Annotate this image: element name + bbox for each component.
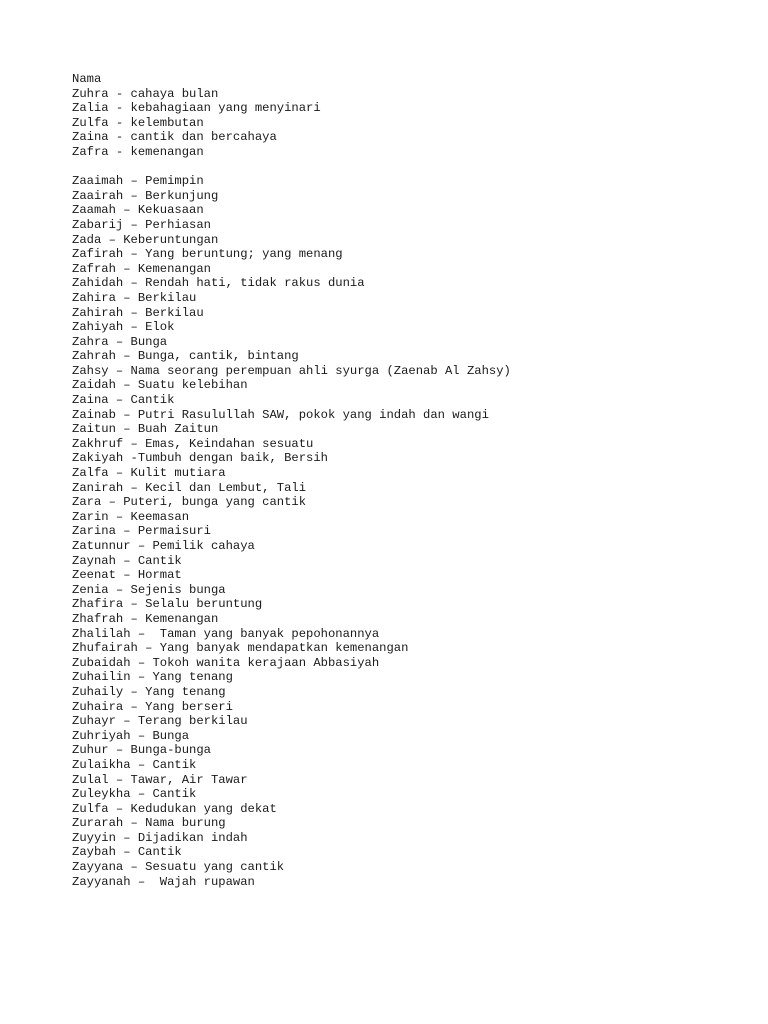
name-entry: Zafrah – Kemenangan: [72, 261, 211, 276]
name-entry: Zaairah – Berkunjung: [72, 188, 219, 203]
name-entry: Zuhaily – Yang tenang: [72, 684, 226, 699]
intro-item: Zuhra - cahaya bulan: [72, 86, 219, 101]
name-entry: Zulfa – Kedudukan yang dekat: [72, 801, 277, 816]
paragraph-gap: [72, 160, 732, 175]
name-entry: Zahiyah – Elok: [72, 320, 175, 335]
name-entry: Zatunnur – Pemilik cahaya: [72, 539, 255, 553]
name-entry: Zhalilah – Taman yang banyak pepohonannya: [72, 626, 380, 641]
name-entry: Zahirah – Berkilau: [72, 305, 204, 320]
name-entry: Zahidah – Rendah hati, tidak rakus dunia: [72, 276, 365, 291]
name-entry: Zaybah – Cantik: [72, 845, 182, 860]
name-entry: Zulaikha – Cantik: [72, 757, 197, 772]
name-entry: Zubaidah – Tokoh wanita kerajaan Abbasiyah: [72, 655, 380, 670]
name-entry: Zahsy – Nama seorang perempuan ahli syurga (Zaenab Al Zahsy): [72, 363, 511, 378]
name-entry: Zenia – Sejenis bunga: [72, 582, 226, 597]
name-entry: Zuleykha – Cantik: [72, 787, 197, 802]
intro-list: [72, 87, 732, 160]
names-list: [72, 174, 732, 889]
intro-item: Zulfa - kelembutan: [72, 115, 204, 130]
name-entry: Zalfa – Kulit mutiara: [72, 466, 226, 481]
name-entry: Zuhaira – Yang berseri: [72, 699, 233, 714]
name-entry: Zhufairah – Yang banyak mendapatkan kemenangan: [72, 641, 409, 656]
document-heading: Nama: [72, 72, 102, 86]
document-page: [72, 72, 732, 889]
name-entry: Zayyana – Sesuatu yang cantik: [72, 860, 285, 875]
name-entry: Zurarah – Nama burung: [72, 816, 226, 831]
name-entry: Zarin – Keemasan: [72, 509, 190, 524]
name-entry: Zayyanah – Wajah rupawan: [72, 874, 255, 889]
name-entry: Zahra – Bunga: [72, 334, 168, 349]
name-entry: Zuhriyah – Bunga: [72, 728, 190, 743]
name-entry: Zuhailin – Yang tenang: [72, 670, 233, 685]
intro-item: Zaina - cantik dan bercahaya: [72, 130, 277, 145]
name-entry: Zhafira – Selalu beruntung: [72, 597, 263, 612]
name-entry: Zakiyah -Tumbuh dengan baik, Bersih: [72, 451, 328, 466]
name-entry: Zahira – Berkilau: [72, 290, 197, 305]
name-entry: Zulal – Tawar, Air Tawar: [72, 772, 248, 787]
name-entry: Zeenat – Hormat: [72, 568, 182, 583]
name-entry: Zainab – Putri Rasulullah SAW, pokok yang indah dan wangi: [72, 407, 489, 422]
name-entry: Zaamah – Kekuasaan: [72, 203, 204, 218]
name-entry: Zaynah – Cantik: [72, 553, 182, 568]
name-entry: Zuhur – Bunga-bunga: [72, 743, 211, 758]
name-entry: Zara – Puteri, bunga yang cantik: [72, 495, 307, 510]
name-entry: Zuhayr – Terang berkilau: [72, 714, 248, 729]
name-entry: Zada – Keberuntungan: [72, 232, 219, 247]
name-entry: Zakhruf – Emas, Keindahan sesuatu: [72, 436, 314, 451]
name-entry: Zahrah – Bunga, cantik, bintang: [72, 349, 299, 364]
name-entry: Zaitun – Buah Zaitun: [72, 422, 219, 437]
name-entry: Zuyyin – Dijadikan indah: [72, 830, 248, 845]
intro-item: Zalia - kebahagiaan yang menyinari: [72, 101, 321, 116]
name-entry: Zhafrah – Kemenangan: [72, 611, 219, 626]
name-entry: Zaidah – Suatu kelebihan: [72, 378, 248, 393]
name-entry: Zaina – Cantik: [72, 393, 175, 408]
name-entry: Zanirah – Kecil dan Lembut, Tali: [72, 480, 307, 495]
name-entry: Zaaimah – Pemimpin: [72, 174, 204, 189]
intro-item: Zafra - kemenangan: [72, 144, 204, 159]
name-entry: Zafirah – Yang beruntung; yang menang: [72, 247, 343, 262]
name-entry: Zarina – Permaisuri: [72, 524, 211, 539]
name-entry: Zabarij – Perhiasan: [72, 217, 211, 232]
